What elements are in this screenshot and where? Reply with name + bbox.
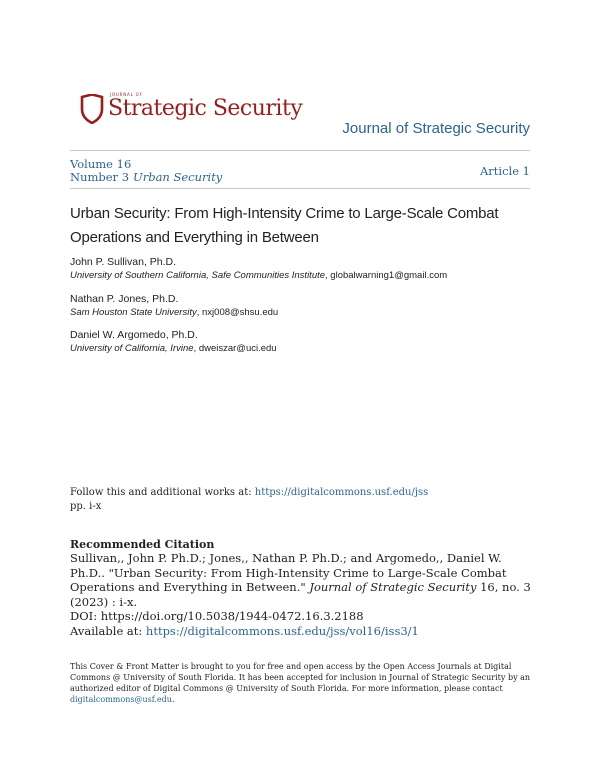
author-affiliation: Sam Houston State University [70,307,197,318]
author-block [70,255,447,283]
logo-small-text: JOURNAL OF [110,92,143,97]
article-number[interactable]: Article 1 [480,164,530,178]
citation-doi: DOI: https://doi.org/10.5038/1944-0472.16.3.2188 [70,609,364,623]
issue-info [70,158,222,183]
citation-text: Sullivan,, John P. Ph.D.; Jones,, Nathan P. Ph.D.; and Argomedo,, Daniel W. Ph.D.. "Urban Security: From High-Intensity Crime to Large-Scale Combat Operations and Everything in Between." [70,551,507,594]
header-divider [70,150,530,151]
available-link[interactable]: https://digitalcommons.usf.edu/jss/vol16/iss3/1 [145,623,419,638]
citation-volume: 16, no. 3 (2023) : i-x. [70,580,531,609]
access-notice-end: . [171,695,175,704]
author-email: , globalwarning1@gmail.com [325,270,448,281]
volume-link[interactable]: Volume 16 [70,157,132,171]
author-name: John P. Sullivan, Ph.D. [70,256,177,268]
access-notice [70,661,540,705]
author-block [70,292,278,320]
follow-text: Follow this and additional works at: [70,487,255,498]
author-name: Daniel W. Argomedo, Ph.D. [70,329,198,341]
logo-title: Strategic Security [108,96,303,121]
contact-email-link[interactable]: digitalcommons@usf.edu [70,695,172,704]
number-link[interactable]: Number 3 [70,169,130,184]
author-block [70,328,277,356]
title-divider [70,188,530,189]
author-name: Nathan P. Jones, Ph.D. [70,293,179,305]
issue-title-link[interactable]: Urban Security [133,169,223,184]
follow-line [70,486,428,500]
shield-icon [80,94,104,124]
page-range: pp. i-x [70,501,102,512]
author-email: , dweiszar@uci.edu [193,343,277,354]
author-email: , nxj008@shsu.edu [196,307,279,318]
follow-link[interactable]: https://digitalcommons.usf.edu/jss [254,487,429,498]
journal-home-link[interactable]: Journal of Strategic Security [342,120,530,137]
author-affiliation: University of California, Irvine [70,343,194,354]
paper-title: Urban Security: From High-Intensity Crime to Large-Scale Combat Operations and Everything in Between [70,205,499,246]
journal-logo [80,92,303,128]
author-affiliation: University of Southern California, Safe Communities Institute [70,270,326,281]
citation-journal: Journal of Strategic Security [309,580,477,594]
citation-block [70,551,540,638]
available-label: Available at: [70,623,146,638]
citation-heading: Recommended Citation [70,538,215,551]
access-notice-text: This Cover & Front Matter is brought to you for free and open access by the Open Access Journals at Digital Commons @ University of South Florida. It has been accepted for inclusion in Journal of Strategic Security by an authorized editor of Digital Commons @ University of South Florida. For more information, please contact [70,662,531,693]
